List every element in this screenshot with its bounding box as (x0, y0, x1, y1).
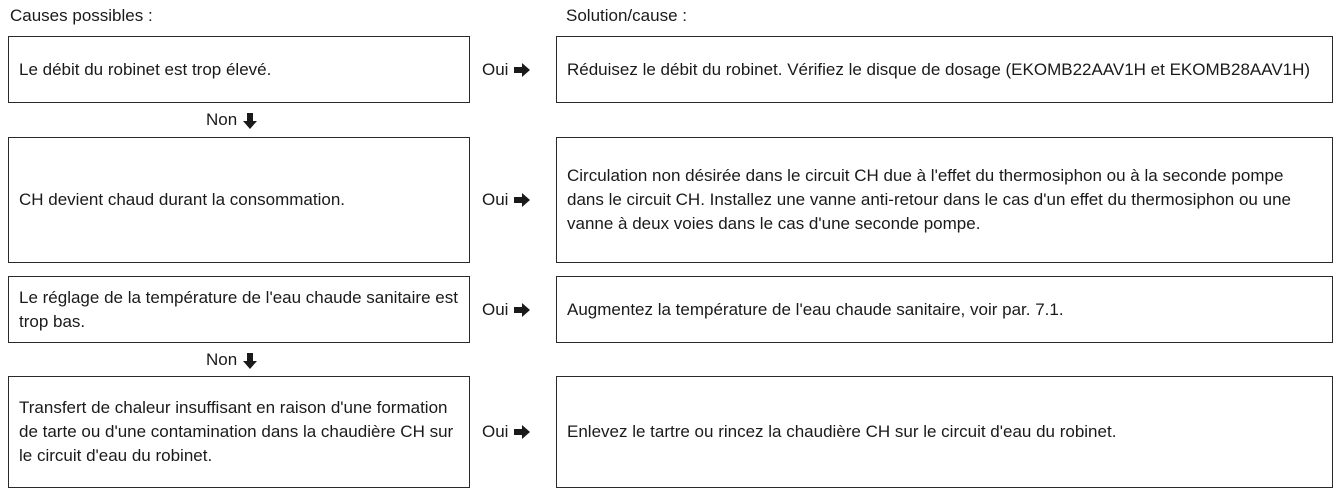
arrow-right-icon (514, 193, 530, 207)
solution-header: Solution/cause : (566, 6, 687, 25)
cause-box-3 (8, 276, 470, 343)
arrow-right-icon (514, 425, 530, 439)
solution-box-1 (556, 36, 1333, 103)
arrow-down-icon (243, 113, 259, 127)
solution-box-4 (556, 376, 1333, 488)
arrow-right-icon (514, 303, 530, 317)
yes-label-2: Oui (482, 190, 509, 209)
arrow-right-icon (514, 63, 530, 77)
arrow-down-icon (243, 353, 259, 367)
cause-box-1 (8, 36, 470, 103)
no-label-1: Non (206, 110, 238, 129)
yes-connector-1 (482, 58, 530, 82)
no-label-2: Non (206, 350, 238, 369)
cause-text-1: Le débit du robinet est trop élevé. (19, 59, 272, 79)
yes-connector-3 (482, 298, 530, 322)
solution-text-4: Enlevez le tartre ou rincez la chaudière CH sur le circuit d'eau du robinet. (567, 422, 1117, 441)
cause-box-4 (8, 376, 470, 488)
solution-box-2 (556, 137, 1333, 263)
cause-text-3: Le réglage de la température de l'eau chaude sanitaire est trop bas. (19, 287, 458, 331)
cause-text-2: CH devient chaud durant la consommation. (19, 190, 346, 209)
yes-label-3: Oui (482, 300, 509, 319)
yes-connector-4 (482, 420, 530, 444)
causes-header: Causes possibles : (10, 6, 153, 25)
solution-box-3 (556, 276, 1333, 343)
cause-text-4: Transfert de chaleur insuffisant en raison d'une formation de tarte ou d'une contamination dans la chaudière CH sur le circuit d'eau du robinet. (19, 398, 454, 465)
yes-connector-2 (482, 188, 530, 212)
solution-text-1: Réduisez le débit du robinet. Vérifiez le disque de dosage (EKOMB22AAV1H et EKOMB28AAV1H) (567, 59, 1311, 79)
solution-text-3: Augmentez la température de l'eau chaude sanitaire, voir par. 7.1. (567, 299, 1064, 319)
yes-label-4: Oui (482, 422, 509, 441)
yes-label-1: Oui (482, 60, 509, 79)
no-connector-1 (206, 108, 259, 132)
solution-text-2: Circulation non désirée dans le circuit CH due à l'effet du thermosiphon ou à la seconde pompe dans le circuit CH. Installez une vanne anti-retour dans le cas d'un effet du thermosiphon ou une vanne à deux voies dans le cas d'une seconde pompe. (567, 166, 1291, 233)
no-connector-2 (206, 348, 259, 372)
cause-box-2 (8, 137, 470, 263)
